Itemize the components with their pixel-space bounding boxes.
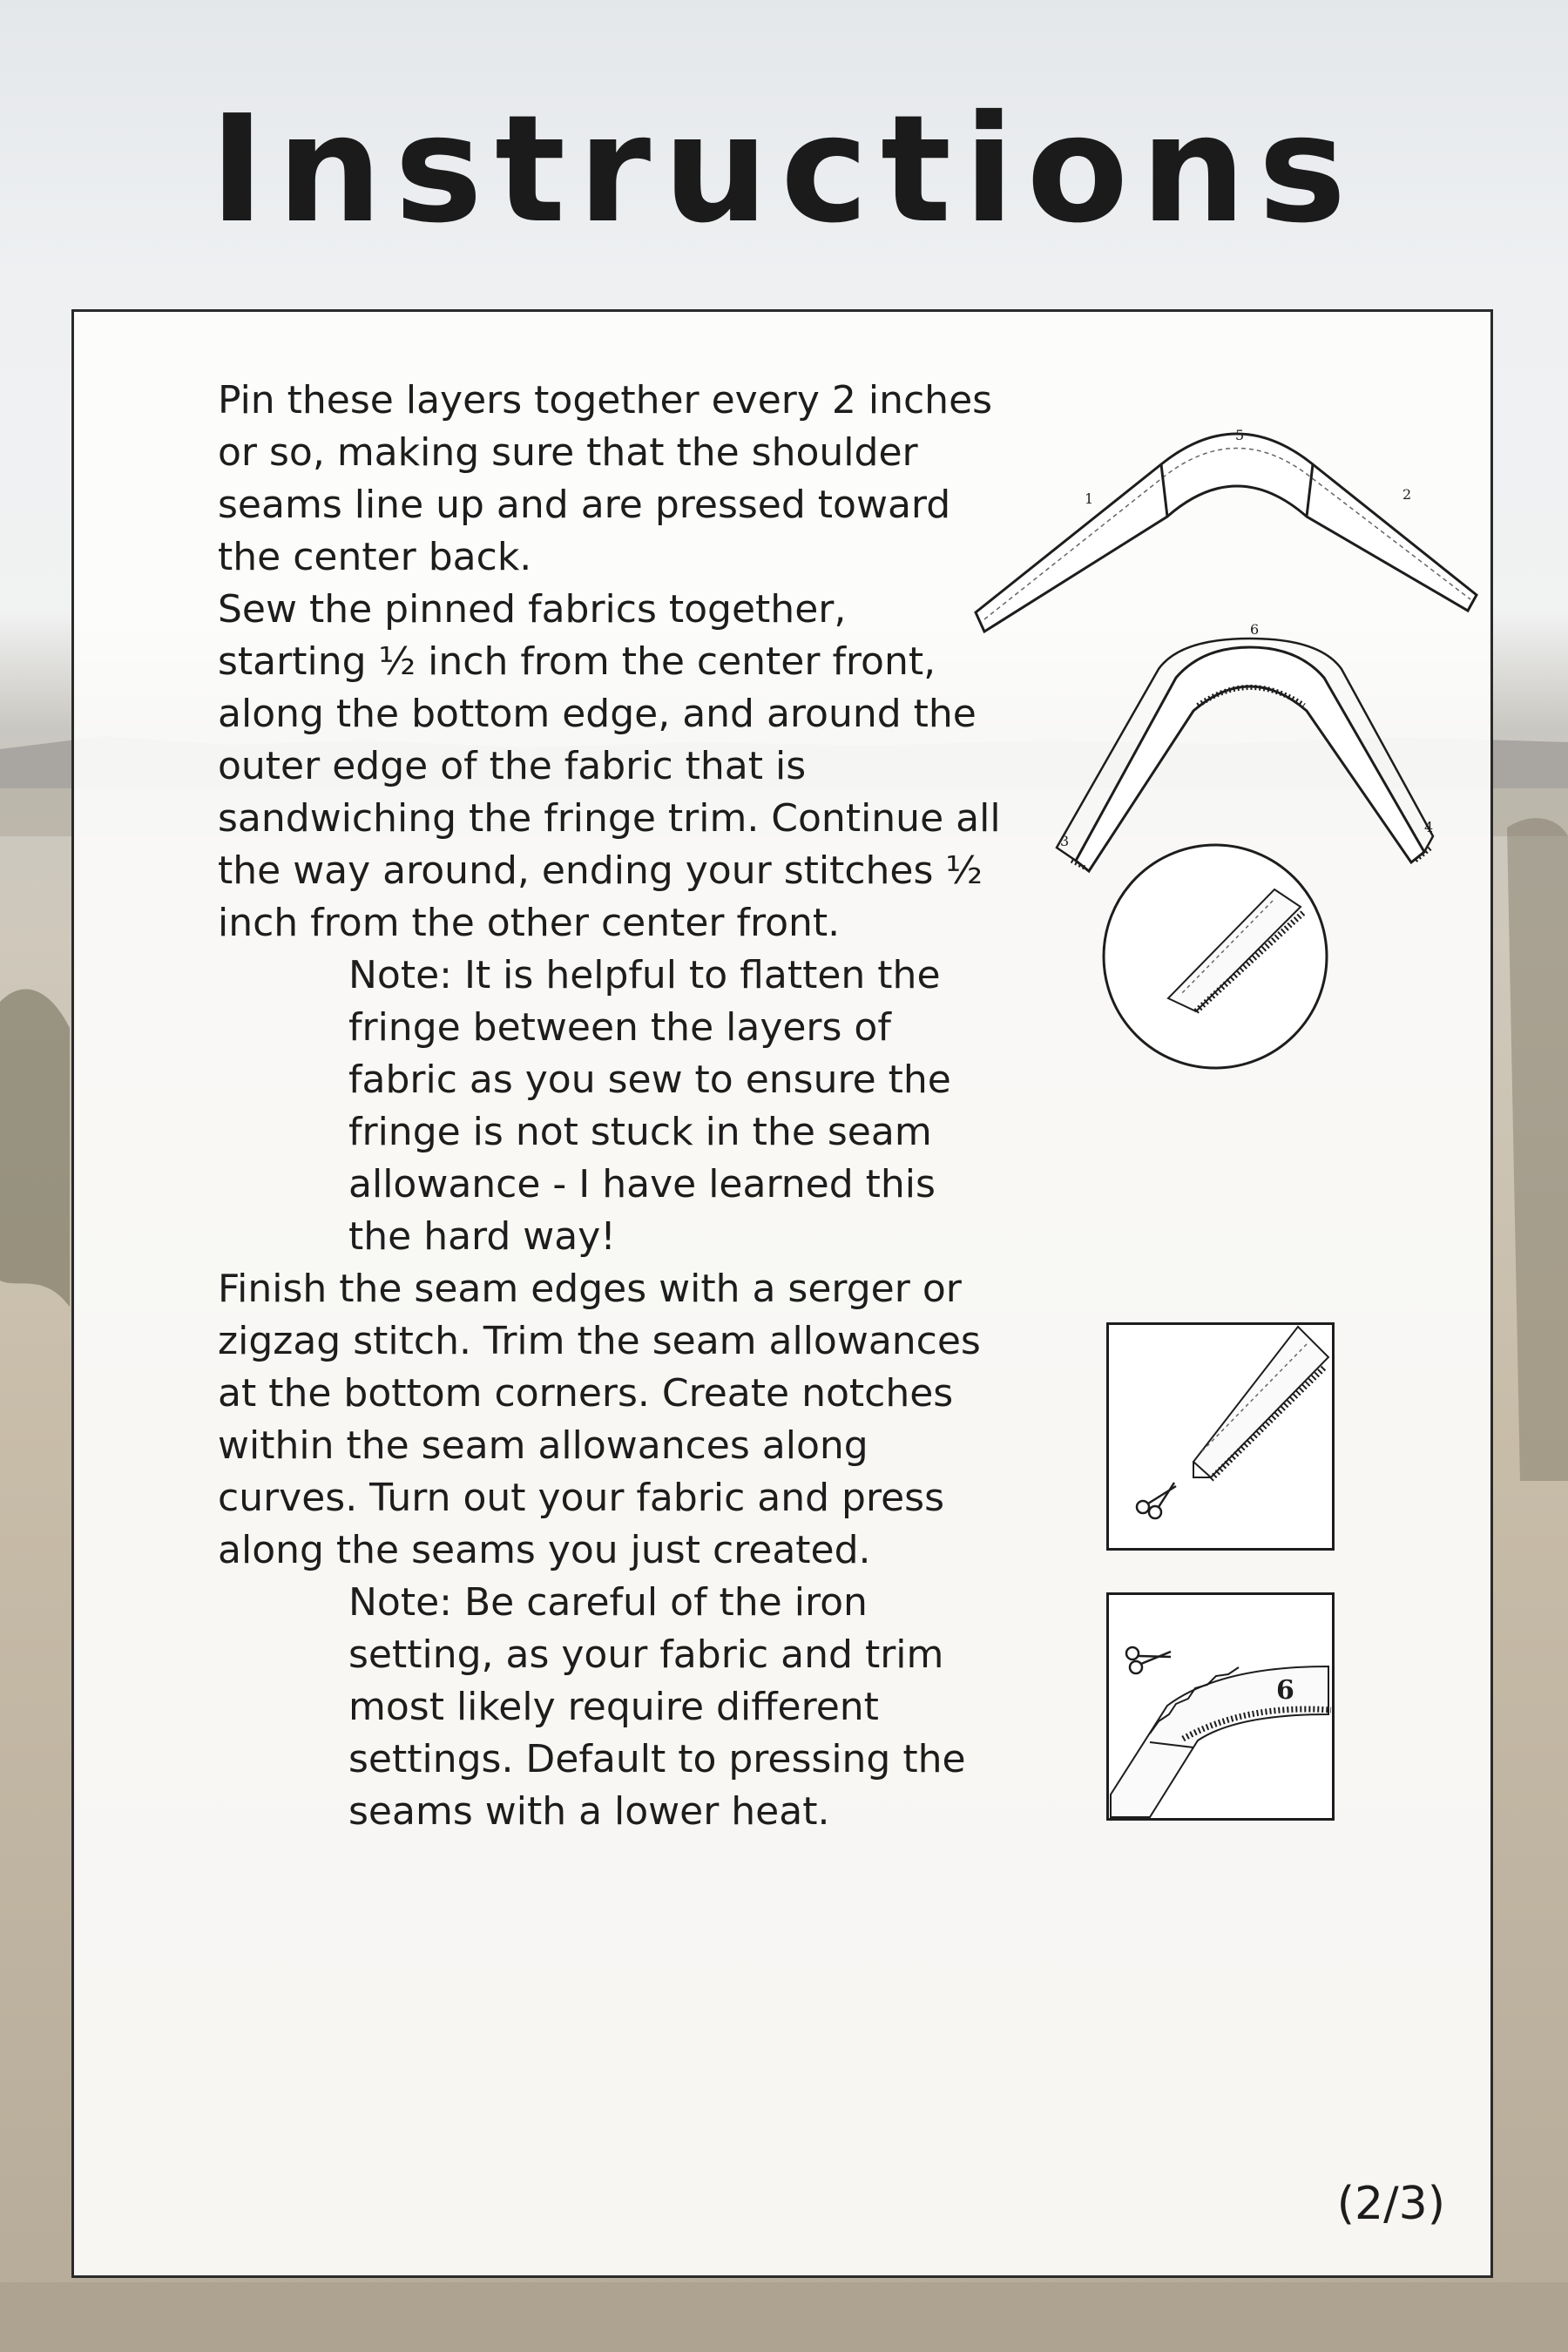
step-finish-seams: Finish the seam edges with a serger or zigzag stitch. Trim the seam allowances at the bottom corners. Create notches within the seam allowances along curves. Turn out your fabric and press along the seams you just created. bbox=[218, 1267, 981, 1572]
yoke-label-4: 4 bbox=[1424, 819, 1434, 835]
note-iron-setting: Note: Be careful of the iron setting, as your fabric and trim most likely require different settings. Default to pressing the seams with a lower heat. bbox=[348, 1580, 966, 1834]
yoke-label-5: 5 bbox=[1235, 427, 1245, 443]
notch-detail-label: 6 bbox=[1276, 1675, 1294, 1706]
trim-corner-diagram bbox=[1106, 1322, 1335, 1551]
yoke-inner-diagram bbox=[963, 608, 1485, 874]
page-title: Instructions bbox=[209, 84, 1359, 256]
yoke-label-6: 6 bbox=[1250, 621, 1260, 638]
yoke-label-2: 2 bbox=[1402, 486, 1412, 503]
instruction-text bbox=[218, 375, 1002, 1838]
step-sew-fabrics: Sew the pinned fabrics together, starting ½ inch from the center front, along the bottom edge, and around the outer edge of the fabric that is sandwiching the fringe trim. Continue all the way around, ending your stitches ½ inch from the other center front. bbox=[218, 587, 1001, 945]
instructions-card bbox=[71, 309, 1493, 2278]
yoke-label-3: 3 bbox=[1060, 833, 1070, 849]
step-pin-layers: Pin these layers together every 2 inches or so, making sure that the shoulder seams line up and are pressed toward the center back. bbox=[218, 378, 993, 579]
yoke-outer-diagram bbox=[958, 386, 1494, 625]
yoke-label-1: 1 bbox=[1085, 490, 1094, 507]
notch-curve-diagram bbox=[1106, 1592, 1335, 1821]
page-indicator: (2/3) bbox=[1336, 2178, 1445, 2230]
note-flatten-fringe: Note: It is helpful to flatten the fringe between the layers of fabric as you sew to ensure the fringe is not stuck in the seam allowance - I have learned this the hard way! bbox=[348, 953, 951, 1259]
seam-zoom-circle bbox=[1100, 841, 1331, 1072]
